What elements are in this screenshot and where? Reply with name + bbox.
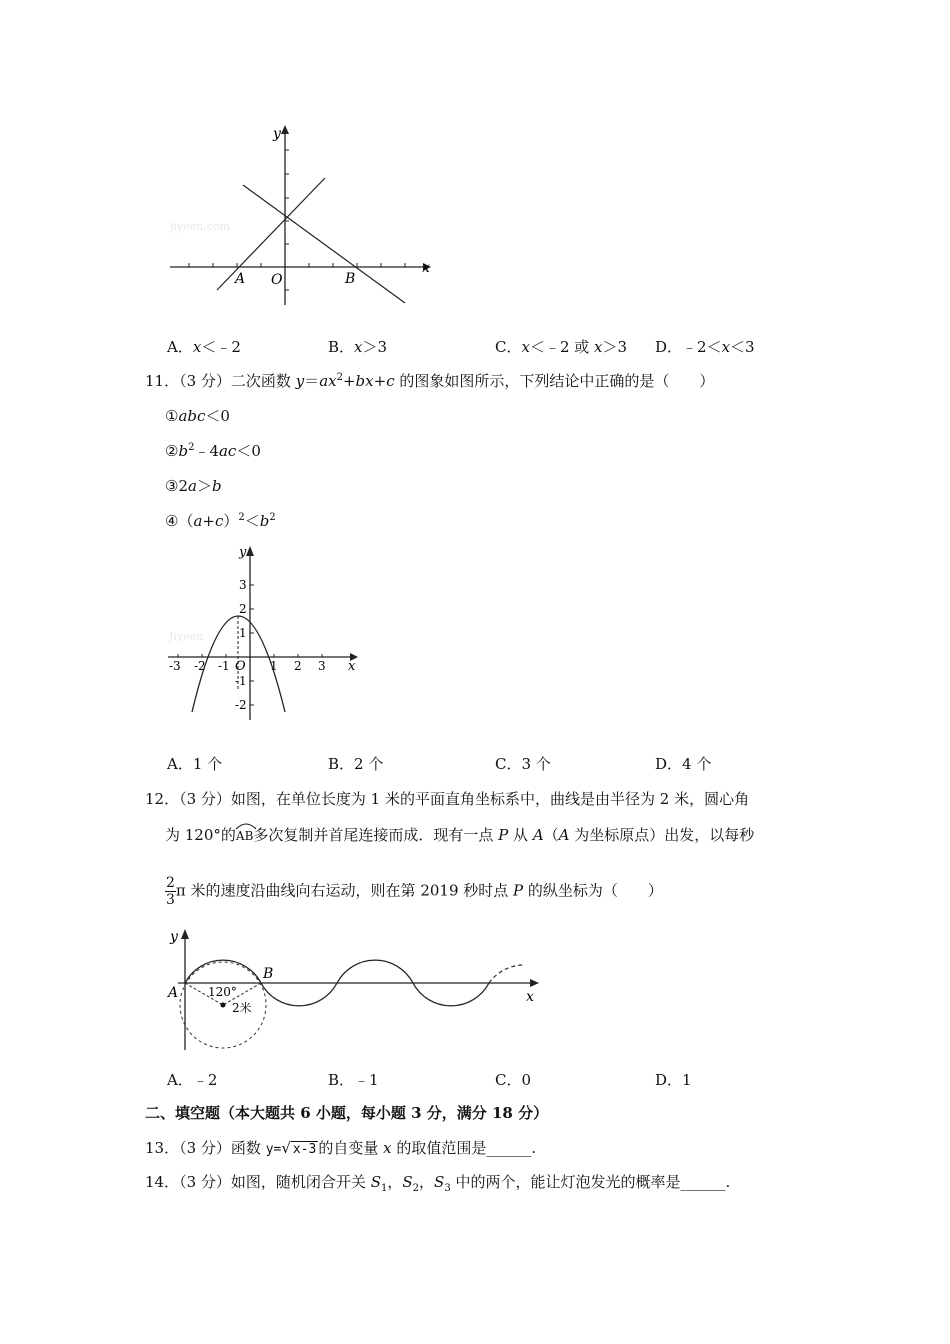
q11-item-4: $④(a+c)^2<b^2$ <box>165 512 276 530</box>
tick-x-m1: -1 <box>218 659 230 673</box>
q11-option-c[interactable]: C．3 个 <box>495 755 551 773</box>
point-a-label: A <box>235 271 246 287</box>
angle-label: 120° <box>208 985 237 999</box>
tick-x-2: 2 <box>294 659 302 673</box>
y-axis-label: y <box>239 545 247 560</box>
tick-x-m2: -2 <box>194 659 206 673</box>
q13-stem: 13．（3 分）函数 y=√ x-3 的自变量 x 的取值范围是______. <box>145 1139 537 1157</box>
q11-stem: 11．（3 分）二次函数 $y=ax^2+bx+c$ 的图象如图所示，下列结论中正确的是（ ） <box>145 372 715 390</box>
fraction-two-thirds: $\frac{2}{3}$ <box>166 875 175 908</box>
y-axis-arrow <box>246 546 254 556</box>
circle-center-dot <box>221 1003 226 1008</box>
point-b-label: B <box>263 966 274 982</box>
q12-option-c[interactable]: C．0 <box>495 1071 532 1089</box>
radius-label: 2米 <box>232 1001 252 1015</box>
q12-option-a[interactable]: A．﹣2 <box>167 1071 218 1089</box>
q12-option-b[interactable]: B．﹣1 <box>328 1071 379 1089</box>
x-axis-label: x <box>422 260 430 276</box>
watermark: Jiyeen <box>169 630 204 643</box>
origin-label: O <box>271 272 283 288</box>
q10-option-c[interactable]: C．x＜﹣2 或 x＞3 <box>495 338 628 356</box>
q10-option-d[interactable]: D．﹣2＜x＜3 <box>655 338 755 356</box>
q12-stem-line-1: 12．（3 分）如图，在单位长度为 1 米的平面直角坐标系中，曲线是由半径为 2 米，圆心角 <box>145 790 750 808</box>
q11-option-a[interactable]: A．1 个 <box>167 755 223 773</box>
tick-y-2: 2 <box>239 602 247 616</box>
sqrt-sign: √ <box>281 1139 291 1157</box>
q11-option-b[interactable]: B．2 个 <box>328 755 384 773</box>
q11-item-3: ③2a＞b <box>165 477 222 495</box>
x-axis-label: x <box>526 989 534 1005</box>
q10-option-a[interactable]: A．x＜﹣2 <box>167 338 241 356</box>
wave-curve-continuation <box>489 965 525 983</box>
y-axis-label: y <box>170 929 178 945</box>
y-axis-arrow <box>281 125 289 134</box>
watermark: jiyeen.com <box>170 220 230 233</box>
x-axis-arrow <box>530 979 539 987</box>
line-falling <box>243 185 405 303</box>
q10-option-b[interactable]: B．x＞3 <box>328 338 388 356</box>
origin-label: O <box>235 659 246 674</box>
radicand: x-3 <box>292 1142 317 1157</box>
q11-item-1: ①abc＜0 <box>165 407 230 425</box>
q11-item-2: $②b^2﹣4ac<0$ <box>165 442 261 460</box>
y-axis-arrow <box>181 929 189 939</box>
point-a-label: A <box>168 985 179 1001</box>
figure-parabola <box>165 540 365 725</box>
tick-y-3: 3 <box>239 578 247 592</box>
section-2-title: 二、填空题（本大题共 6 小题，每小题 3 分，满分 18 分） <box>145 1104 549 1122</box>
y-axis-label: y <box>273 126 281 142</box>
q11-option-d[interactable]: D．4 个 <box>655 755 712 773</box>
figure-arc-curve <box>160 925 550 1055</box>
arc-ab-symbol: AB <box>236 825 253 843</box>
tick-x-1: 1 <box>270 659 278 673</box>
q12-stem-line-3: $\frac{2}{3}$ π 米的速度沿曲线向右运动，则在第 2019 秒时点 P 的纵坐标为（ ） <box>166 875 663 908</box>
x-axis-label: x <box>348 659 356 674</box>
tick-y-m2: -2 <box>235 698 247 712</box>
q14-stem: 14．（3 分）如图，随机闭合开关 $S_1$，$S_2$，$S_3$ 中的两个，能让灯泡发光的概率是______. <box>145 1173 731 1194</box>
q12-stem-line-2: 为 120°的 AB多次复制并首尾连接而成．现有一点 P 从 A（A 为坐标原点）出发，以每秒 <box>165 826 755 844</box>
figure-two-lines <box>165 120 440 310</box>
tick-y-1: 1 <box>239 626 247 640</box>
tick-y-m1: -1 <box>235 674 247 688</box>
tick-x-3: 3 <box>318 659 326 673</box>
point-b-label: B <box>345 271 356 287</box>
tick-x-m3: -3 <box>169 659 181 673</box>
q12-option-d[interactable]: D．1 <box>655 1071 692 1089</box>
